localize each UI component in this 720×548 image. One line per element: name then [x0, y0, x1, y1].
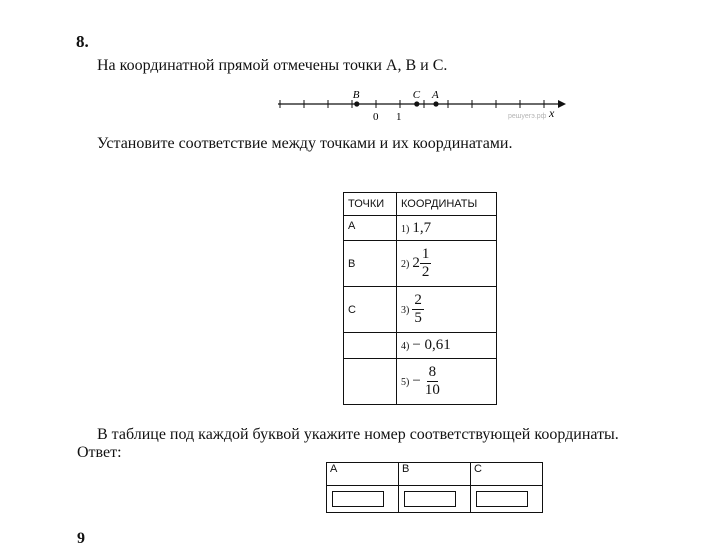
point-cell: A: [344, 216, 397, 241]
point-a: [433, 101, 438, 106]
answer-cell-a: [327, 486, 399, 513]
option-number: 5): [401, 376, 410, 388]
point-cell: [344, 359, 397, 405]
point-b: [354, 101, 359, 106]
answer-header-a: A: [327, 463, 399, 486]
axis-arrow-icon: [558, 100, 566, 108]
answer-box-a[interactable]: [332, 491, 384, 507]
match-table-header-row: [344, 193, 497, 216]
number-line: [276, 84, 566, 124]
question-number: 8.: [76, 32, 89, 51]
watermark: решуегэ.рф: [508, 113, 547, 120]
tick-label-0: 0: [373, 111, 379, 123]
table-row: [344, 359, 497, 405]
point-label-b: B: [352, 89, 360, 101]
answer-box-c[interactable]: [476, 491, 528, 507]
table-row: [344, 287, 497, 333]
header-points: ТОЧКИ: [344, 193, 397, 216]
point-c: [414, 101, 419, 106]
option-5: [397, 359, 497, 405]
tick-label-1: 1: [396, 111, 402, 123]
match-table: [343, 192, 497, 405]
point-label-a: A: [432, 89, 439, 101]
denominator: 5: [414, 310, 422, 326]
answer-box-b[interactable]: [404, 491, 456, 507]
numerator: 2: [414, 292, 422, 308]
answer-header-b: B: [399, 463, 471, 486]
option-value: − 0,61: [412, 337, 451, 353]
option-number: 4): [401, 341, 410, 352]
fraction: [420, 247, 432, 280]
table-row: [344, 216, 497, 241]
answer-header-c: C: [471, 463, 543, 486]
table-row: [344, 241, 497, 287]
instruction-text: Установите соответствие между точками и их координатами.: [97, 135, 513, 152]
option-3: [397, 287, 497, 333]
option-whole: 2: [412, 254, 420, 271]
option-number: 1): [401, 223, 410, 235]
option-sign: −: [412, 372, 421, 389]
option-value: 1,7: [412, 219, 432, 236]
fraction: [423, 365, 442, 398]
question-text: На координатной прямой отмечены точки A, B и C.: [97, 57, 448, 74]
option-4: [397, 333, 497, 359]
option-number: 3): [401, 304, 410, 316]
answer-header-row: [327, 463, 543, 486]
option-2: [397, 241, 497, 287]
numerator: 8: [428, 364, 437, 380]
fraction: [412, 293, 424, 326]
point-label-c: C: [412, 89, 421, 101]
option-number: 2): [401, 258, 410, 270]
axis-label-x: x: [549, 106, 555, 120]
answer-cell-c: [471, 486, 543, 513]
denominator: 10: [424, 382, 440, 398]
numerator: 1: [421, 246, 430, 262]
answer-cell-b: [399, 486, 471, 513]
answer-input-row: [327, 486, 543, 513]
option-1: [397, 216, 497, 241]
denominator: 2: [421, 264, 430, 280]
answer-label: Ответ:: [77, 444, 122, 461]
point-cell: [344, 333, 397, 359]
header-coordinates: КООРДИНАТЫ: [397, 193, 497, 216]
point-cell: C: [344, 287, 397, 333]
answer-table: [326, 462, 543, 513]
next-question-number: 9: [77, 530, 85, 547]
table-row: [344, 333, 497, 359]
point-cell: B: [344, 241, 397, 287]
fill-instruction-text: В таблице под каждой буквой укажите номер соответствующей координаты.: [97, 426, 619, 443]
